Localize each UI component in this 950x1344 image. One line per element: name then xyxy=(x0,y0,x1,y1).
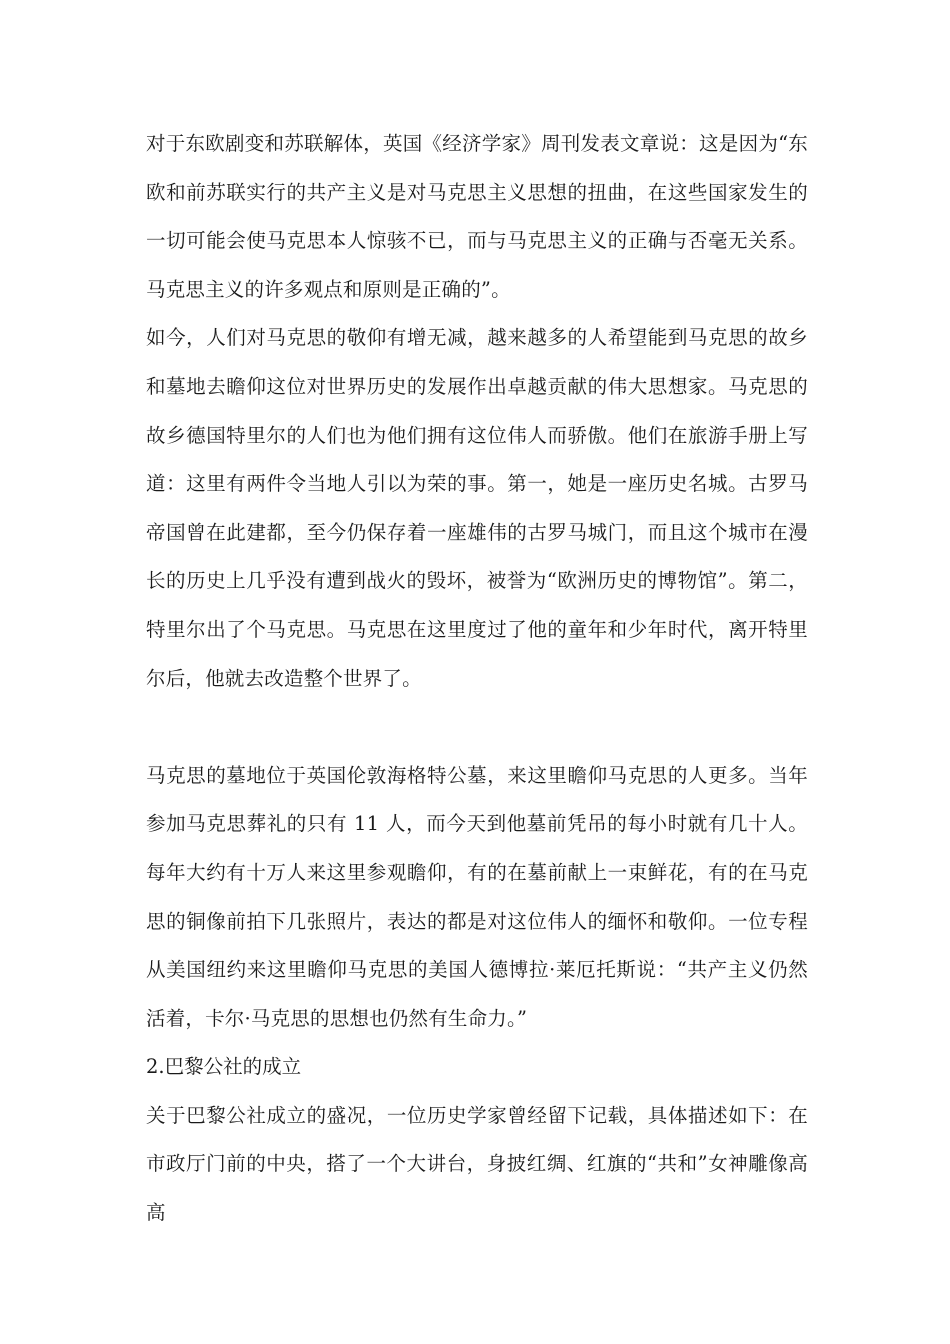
section-heading-paris-commune: 2.巴黎公社的成立 xyxy=(146,1055,302,1079)
document-body xyxy=(146,120,808,1238)
paragraph-paris-commune-description: 关于巴黎公社成立的盛况，一位历史学家曾经留下记载，具体描述如下：在市政厅门前的中央，搭了一个大讲台，身披红绸、红旗的“共和”女神雕像高高 xyxy=(146,1103,808,1225)
blank-line xyxy=(146,703,808,752)
paragraph-highgate-cemetery: 马克思的墓地位于英国伦敦海格特公墓，来这里瞻仰马克思的人更多。当年参加马克思葬礼的只有 11 人，而今天到他墓前凭吊的每小时就有几十人。每年大约有十万人来这里参观瞻仰，有的在墓前献上一束鲜花，有的在马克思的铜像前拍下几张照片，表达的都是对这位伟人的缅怀和敬仰。一位专程从美国纽约来这里瞻仰马克思的美国人德博拉·莱厄托斯说：“共产主义仍然活着，卡尔·马克思的思想也仍然有生命力。” xyxy=(146,763,808,1030)
paragraph-economist-quote: 对于东欧剧变和苏联解体，英国《经济学家》周刊发表文章说：这是因为“东欧和前苏联实行的共产主义是对马克思主义思想的扭曲，在这些国家发生的一切可能会使马克思本人惊骇不已，而与马克思主义的正确与否毫无关系。马克思主义的许多观点和原则是正确的”。 xyxy=(146,132,808,301)
paragraph-trier-hometown: 如今，人们对马克思的敬仰有增无减，越来越多的人希望能到马克思的故乡和墓地去瞻仰这位对世界历史的发展作出卓越贡献的伟大思想家。马克思的故乡德国特里尔的人们也为他们拥有这位伟人而骄傲。他们在旅游手册上写道：这里有两件令当地人引以为荣的事。第一，她是一座历史名城。古罗马帝国曾在此建都，至今仍保存着一座雄伟的古罗马城门，而且这个城市在漫长的历史上几乎没有遭到战火的毁坏，被誉为“欧洲历史的博物馆”。第二，特里尔出了个马克思。马克思在这里度过了他的童年和少年时代，离开特里尔后，他就去改造整个世界了。 xyxy=(146,326,808,690)
